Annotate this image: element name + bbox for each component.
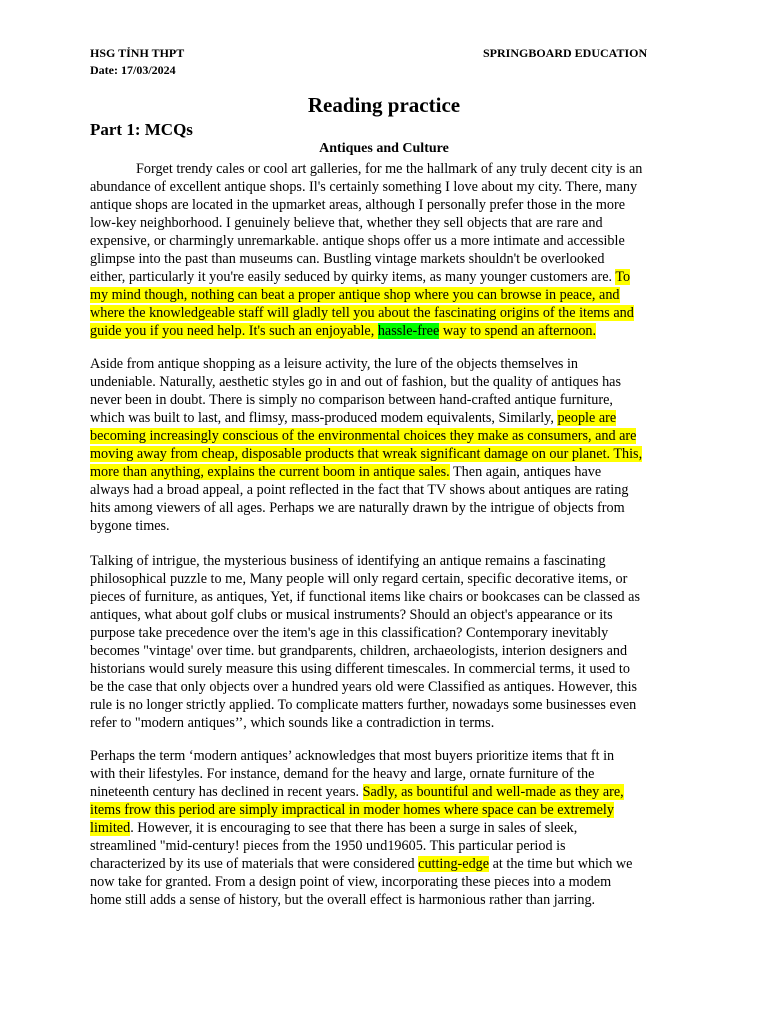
part-heading: Part 1: MCQs: [90, 120, 193, 139]
text-line: [90, 765, 690, 783]
highlighted-text: cutting-edge: [418, 856, 490, 872]
text-segment: refer to "modern antiques’’, which sounds like a contradiction in terms.: [90, 715, 495, 731]
text-line: [90, 322, 690, 340]
text-segment: rule is no longer strictly applied. To complicate matters further, nowadays some businesses even: [90, 697, 637, 713]
text-segment: historians would surely measure this using different timescales. In commercial terms, it used to: [90, 661, 630, 677]
text-segment: Then again, antiques have: [449, 464, 602, 480]
text-line: [90, 891, 690, 909]
highlighted-text: Sadly, as bountiful and well-made as they are,: [362, 784, 624, 800]
text-segment: Forget trendy cales or cool art galleries, for me the hallmark of any truly decent city is an: [136, 161, 643, 177]
text-line: [90, 178, 690, 196]
text-segment: Aside from antique shopping as a leisure activity, the lure of the objects themselves in: [90, 356, 579, 372]
highlighted-text: To: [615, 269, 631, 285]
highlighted-text: more than anything, explains the current boom in antique sales.: [90, 464, 450, 480]
text-segment: Talking of intrigue, the mysterious business of identifying an antique remains a fascinating: [90, 553, 606, 569]
text-segment: expensive, or charmingly unremarkable. antique shops offer us a more intimate and accessible: [90, 233, 625, 249]
highlighted-text: my mind though, nothing can beat a proper antique shop where you can browse in peace, and: [90, 287, 620, 303]
text-line: [90, 373, 690, 391]
text-line: [90, 304, 690, 322]
text-line: [90, 196, 690, 214]
text-segment: becomes "vintage' over time. but grandparents, children, archaeologists, interion designers and: [90, 643, 628, 659]
passage-title: Antiques and Culture: [319, 141, 449, 156]
text-segment: . However, it is encouraging to see that there has been a surge in sales of sleek,: [130, 820, 578, 836]
text-line: [90, 250, 690, 268]
text-line: [90, 819, 690, 837]
text-segment: now take for granted. From a design point of view, incorporating these pieces into a modem: [90, 874, 612, 890]
text-segment: which was built to last, and flimsy, mass-produced modem equivalents, Similarly,: [90, 410, 558, 426]
text-line: [90, 517, 690, 535]
text-line: [90, 801, 690, 819]
paragraph-2: [90, 355, 690, 535]
text-line: [90, 855, 690, 873]
text-line: [90, 570, 690, 588]
text-line: [90, 160, 690, 178]
text-line: [90, 588, 690, 606]
text-line: [90, 445, 690, 463]
text-line: [90, 660, 690, 678]
highlighted-text: becoming increasingly conscious of the environmental choices they make as consumers, and are: [90, 428, 637, 444]
header-organization: SPRINGBOARD EDUCATION: [483, 46, 648, 60]
text-segment: with their lifestyles. For instance, demand for the heavy and large, ornate furniture of the: [90, 766, 595, 782]
text-line: [90, 268, 690, 286]
text-line: [90, 873, 690, 891]
text-line: [90, 409, 690, 427]
text-segment: be the case that only objects over a hundred years old were Classified as antiques. However, this: [90, 679, 638, 695]
header-date: Date: 17/03/2024: [90, 63, 176, 77]
highlighted-text: hassle-free: [377, 323, 440, 339]
text-segment: either, particularly it you're easily seduced by quirky items, as many younger customers are.: [90, 269, 616, 285]
page-title: Reading practice: [307, 93, 461, 117]
text-segment: pieces of furniture, as antiques, Yet, if functional items like chairs or bookcases can be classed as: [90, 589, 640, 605]
text-segment: characterized by its use of materials that were considered: [90, 856, 419, 872]
highlighted-text: way to spend an afternoon.: [439, 323, 597, 339]
text-segment: nineteenth century has declined in recent years.: [90, 784, 363, 800]
paragraph-4: [90, 747, 690, 909]
text-line: [90, 286, 690, 304]
text-segment: undeniable. Naturally, aesthetic styles go in and out of fashion, but the quality of antiques has: [90, 374, 621, 390]
text-segment: purpose take precedence over the item's age in this classification? Contemporary inevitably: [90, 625, 609, 641]
text-segment: antique shops are located in the upmarket areas, although I personally prefer those in the more: [90, 197, 625, 213]
text-segment: at the time but which we: [489, 856, 633, 872]
text-line: [90, 606, 690, 624]
text-segment: low-key neighborhood. I genuinely believe that, whether they sell objects that are rare and: [90, 215, 603, 231]
text-segment: philosophical puzzle to me, Many people will only regard certain, specific decorative items, or: [90, 571, 628, 587]
text-line: [90, 552, 690, 570]
text-segment: bygone times.: [90, 518, 170, 534]
text-line: [90, 481, 690, 499]
text-segment: abundance of excellent antique shops. Il's certainly something I love about my city. There, many: [90, 179, 638, 195]
text-line: [90, 624, 690, 642]
highlighted-text: guide you if you need help. It's such an enjoyable,: [90, 323, 378, 339]
text-line: [90, 747, 690, 765]
text-line: [90, 678, 690, 696]
header-school: HSG TỈNH THPT: [90, 46, 185, 60]
text-line: [90, 696, 690, 714]
text-segment: Perhaps the term ‘modern antiques’ acknowledges that most buyers prioritize items that ft in: [90, 748, 615, 764]
paragraph-3: [90, 552, 690, 732]
text-line: [90, 232, 690, 250]
text-segment: home still adds a sense of history, but the overall effect is harmonious rather than jarring.: [90, 892, 596, 908]
highlighted-text: items frow this period are simply impractical in moder homes where space can be extremely: [90, 802, 614, 818]
text-line: [90, 783, 690, 801]
text-line: [90, 837, 690, 855]
text-segment: hits among viewers of all ages. Perhaps we are naturally drawn by the intrigue of objects from: [90, 500, 625, 516]
highlighted-text: limited: [90, 820, 131, 836]
text-line: [90, 214, 690, 232]
text-segment: always had a broad appeal, a point reflected in the fact that TV shows about antiques are rating: [90, 482, 629, 498]
text-line: [90, 463, 690, 481]
text-line: [90, 427, 690, 445]
text-segment: antiques, what about golf clubs or musical instruments? Should an object's appearance or its: [90, 607, 613, 623]
text-line: [90, 499, 690, 517]
text-segment: never been in doubt. There is simply no comparison between hand-crafted antique furniture,: [90, 392, 613, 408]
text-line: [90, 391, 690, 409]
text-segment: streamlined "mid-century! pieces from the 1950 und19605. This particular period is: [90, 838, 566, 854]
text-line: [90, 714, 690, 732]
paragraph-1: [90, 160, 690, 340]
highlighted-text: people are: [557, 410, 617, 426]
text-line: [90, 642, 690, 660]
highlighted-text: moving away from cheap, disposable products that wreak significant damage on our planet. This,: [90, 446, 643, 462]
text-segment: glimpse into the past than museums can. Bustling vintage markets shouldn't be overlooked: [90, 251, 605, 267]
highlighted-text: where the knowledgeable staff will gladly tell you about the fascinating origins of the items and: [90, 305, 634, 321]
text-line: [90, 355, 690, 373]
